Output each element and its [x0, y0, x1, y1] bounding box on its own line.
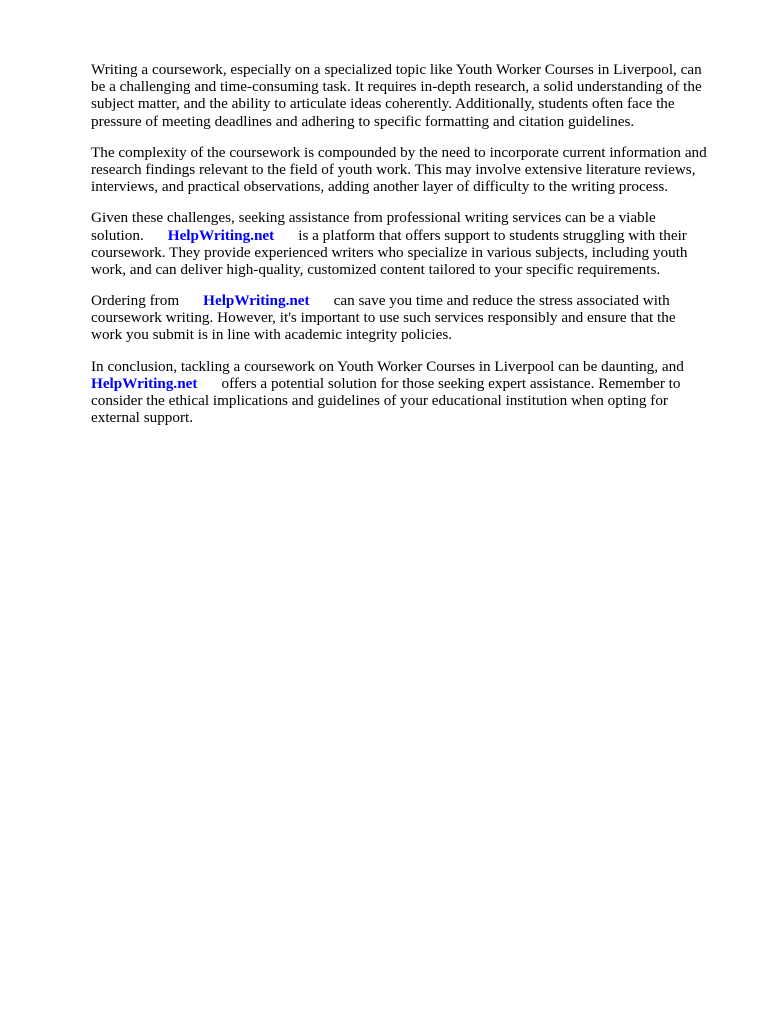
text-line: coursework. They provide experienced writers who specialize in various subjects, including youth [91, 243, 688, 261]
text-line: work you submit is in line with academic integrity policies. [91, 326, 453, 344]
paragraph-intro [91, 61, 731, 130]
text-line: Writing a coursework, especially on a specialized topic like Youth Worker Courses in Liverpool, can [91, 61, 702, 78]
text-before-link: Ordering from [91, 292, 180, 310]
text-line: external support. [91, 409, 194, 427]
text-line: be a challenging and time-consuming task. It requires in-depth research, a solid understanding of the [91, 78, 702, 96]
paragraph-ordering [91, 292, 731, 344]
text-line: In conclusion, tackling a coursework on Youth Worker Courses in Liverpool can be daunting, and [91, 357, 684, 375]
text-line-with-link [91, 227, 731, 244]
text-line-with-link [91, 375, 731, 392]
text-after-link: offers a potential solution for those seeking expert assistance. Remember to [221, 374, 681, 392]
text-line-with-link [91, 292, 731, 309]
paragraph-conclusion [91, 358, 731, 427]
helpwriting-link[interactable]: HelpWriting.net [91, 374, 198, 392]
text-line: subject matter, and the ability to articulate ideas coherently. Additionally, students often face the [91, 95, 675, 113]
text-line: consider the ethical implications and guidelines of your educational institution when opting for [91, 392, 668, 409]
paragraph-challenges [91, 209, 731, 278]
text-line: coursework writing. However, it's important to use such services responsibly and ensure that the [91, 309, 676, 327]
helpwriting-link[interactable]: HelpWriting.net [203, 292, 310, 310]
text-after-link: is a platform that offers support to students struggling with their [298, 226, 687, 244]
paragraph-complexity [91, 144, 731, 196]
text-line: interviews, and practical observations, adding another layer of difficulty to the writing process. [91, 178, 669, 196]
document-page [91, 61, 731, 440]
text-line: research findings relevant to the field of youth work. This may involve extensive literature reviews, [91, 160, 696, 178]
text-before-link: solution. [91, 226, 144, 244]
text-after-link: can save you time and reduce the stress associated with [333, 292, 670, 310]
text-line: pressure of meeting deadlines and adhering to specific formatting and citation guidelines. [91, 112, 635, 130]
text-line: work, and can deliver high-quality, customized content tailored to your specific requirements. [91, 260, 661, 278]
helpwriting-link[interactable]: HelpWriting.net [167, 226, 275, 244]
text-line: The complexity of the coursework is compounded by the need to incorporate current information and [91, 143, 707, 161]
text-line: Given these challenges, seeking assistance from professional writing services can be a viable [91, 209, 656, 227]
